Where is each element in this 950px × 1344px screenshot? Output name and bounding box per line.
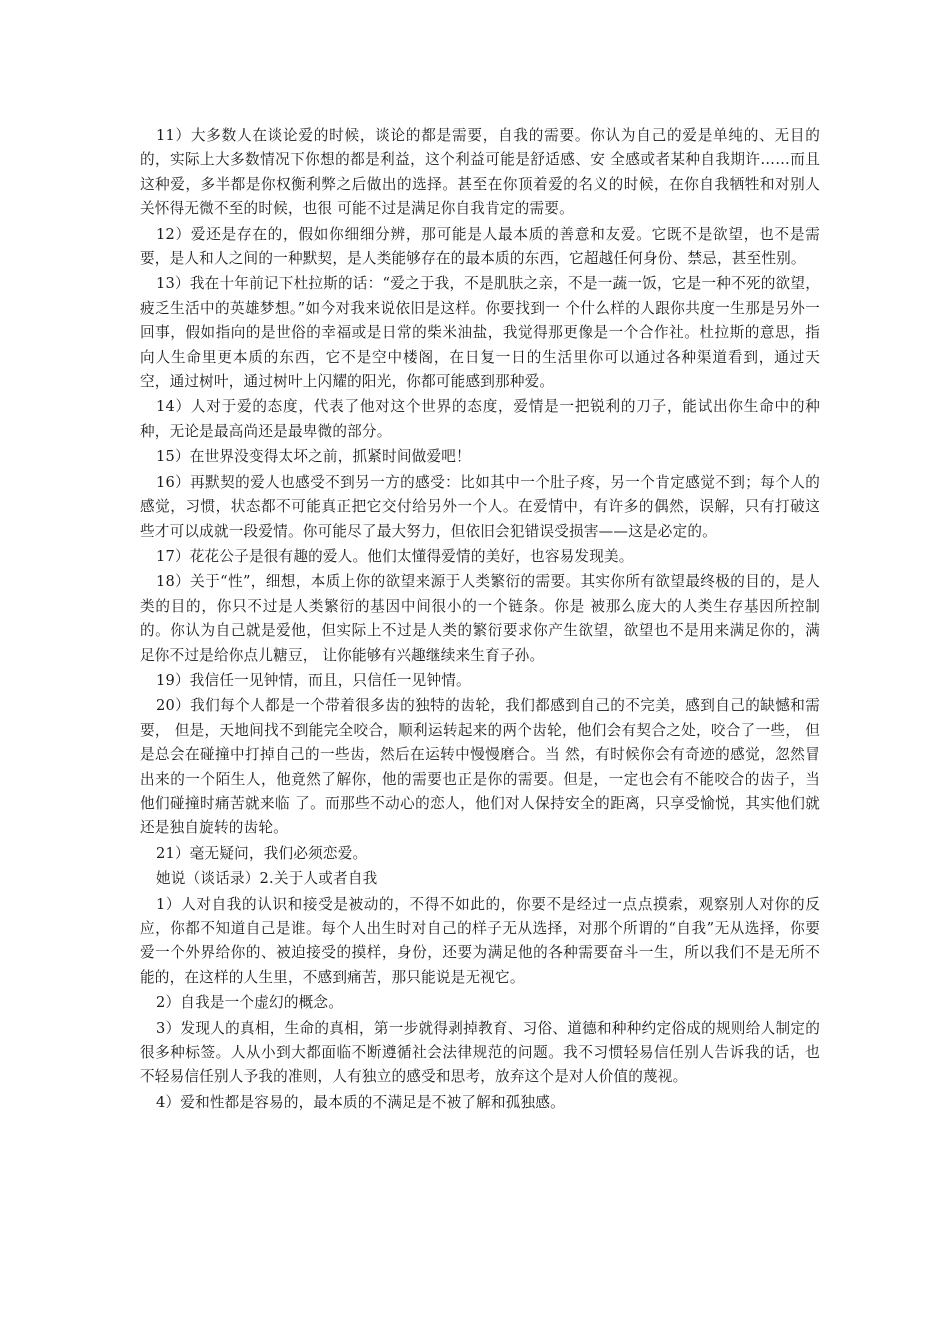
document-body — [140, 124, 820, 1116]
self-paragraph-3: 3）发现人的真相，生命的真相，第一步就得剥掉教育、习俗、道德和种种约定俗成的规则给人制定的很多种标签。人从小到大都面临不断遵循社会法律规范的问题。我不习惯轻易信任别人告诉我的话，也不轻易信任别人予我的准则，人有独立的感受和思考，放弃这个是对人价值的蔑视。 — [140, 1019, 820, 1086]
paragraph-19: 19）我信任一见钟情，而且，只信任一见钟情。 — [156, 671, 471, 689]
paragraph-14: 14）人对于爱的态度，代表了他对这个世界的态度，爱情是一把锐利的刀子，能试出你生命中的种种，无论是最高尚还是最卑微的部分。 — [140, 398, 820, 440]
paragraph-15: 15）在世界没变得太坏之前，抓紧时间做爱吧！ — [156, 448, 471, 466]
self-paragraph-4: 4）爱和性都是容易的，最本质的不满足是不被了解和孤独感。 — [156, 1093, 565, 1111]
paragraph-20: 20）我们每个人都是一个带着很多齿的独特的齿轮，我们都感到自己的不完美，感到自己的缺憾和需要， 但是，天地间找不到能完全咬合，顺利运转起来的两个齿轮，他们会有契合之处，咬合了一些， 但是总会在碰撞中打掉自己的一些齿，然后在运转中慢慢磨合。当 然，有时候你会有奇迹的感觉，忽然冒出来的一个陌生人，他竟然了解你，他的需要也正是你的需要。但是，一定也会有不能咬合的齿子，当他们碰撞时痛苦就来临 了。而那些不动心的恋人，他们对人保持安全的距离，只享受愉悦，其实他们就还是独自旋转的齿轮。 — [140, 697, 820, 837]
paragraph-21: 21）毫无疑问，我们必须恋爱。 — [156, 844, 368, 862]
paragraph-11: 11）大多数人在谈论爱的时候，谈论的都是需要，自我的需要。你认为自己的爱是单纯的、无目的的，实际上大多数情况下你想的都是利益，这个利益可能是舒适感、安 全感或者某种自我期许……而且这种爱，多半都是你权衡利弊之后做出的选择。甚至在你顶着爱的名义的时候，在你自我牺牲和对别人关怀得无微不至的时候，也很 可能不过是满足你自我肯定的需要。 — [140, 127, 820, 218]
paragraph-12: 12）爱还是存在的，假如你细细分辨，那可能是人最本质的善意和友爱。它既不是欲望，也不是需要，是人和人之间的一种默契，是人类能够存在的最本质的东西，它超越任何身份、禁忌，甚至性别。 — [140, 225, 820, 268]
paragraph-16: 16）再默契的爱人也感受不到另一方的感受：比如其中一个肚子疼，另一个肯定感觉不到；每个人的感觉，习惯，状态都不可能真正把它交付给另外一个人。在爱情中，有许多的偶然，误解，只有打破这些才可以成就一段爱情。你可能尽了最大努力，但依旧会犯错误受损害——这是必定的。 — [140, 473, 820, 540]
paragraph-18: 18）关于“性”，细想，本质上你的欲望来源于人类繁衍的需要。其实你所有欲望最终极的目的，是人类的目的，你只不过是人类繁衍的基因中间很小的一个链条。你是 被那么庞大的人类生存基因所控制的。你认为自己就是爱他，但实际上不过是人类的繁衍要求你产生欲望，欲望也不是用来满足你的，满足你不过是给你点儿糖豆， 让你能够有兴趣继续来生育子孙。 — [140, 573, 820, 664]
section-heading: 她说（谈话录）2.关于人或者自我 — [156, 870, 378, 888]
self-paragraph-2: 2）自我是一个虚幻的概念。 — [156, 994, 344, 1012]
paragraph-17: 17）花花公子是很有趣的爱人。他们太懂得爱情的美好，也容易发现美。 — [156, 547, 634, 565]
paragraph-13: 13）我在十年前记下杜拉斯的话：“爱之于我，不是肌肤之亲，不是一蔬一饭，它是一种不死的欲望，疲乏生活中的英雄梦想。”如今对我来说依旧是这样。你要找到一 个什么样的人跟你共度一生那是另外一回事，假如指向的是世俗的幸福或是日常的柴米油盐，我觉得那更像是一个合作社。杜拉斯的意思，指向人生命里更本质的东西，它不是空中楼阁，在日复一日的生活里你可以通过各种渠道看到，通过天空，通过树叶，通过树叶上闪耀的阳光，你都可能感到那种爱。 — [140, 275, 820, 391]
self-paragraph-1: 1）人对自我的认识和接受是被动的，不得不如此的，你要不是经过一点点摸索，观察别人对你的反应，你都不知道自己是谁。每个人出生时对自己的样子无从选择，对那个所谓的“自我”无从选择，你要爱一个外界给你的、被迫接受的摸样，身份，还要为满足他的各种需要奋斗一生，所以我们不是无所不能的，在这样的人生里，不感到痛苦，那只能说是无视它。 — [140, 895, 820, 986]
